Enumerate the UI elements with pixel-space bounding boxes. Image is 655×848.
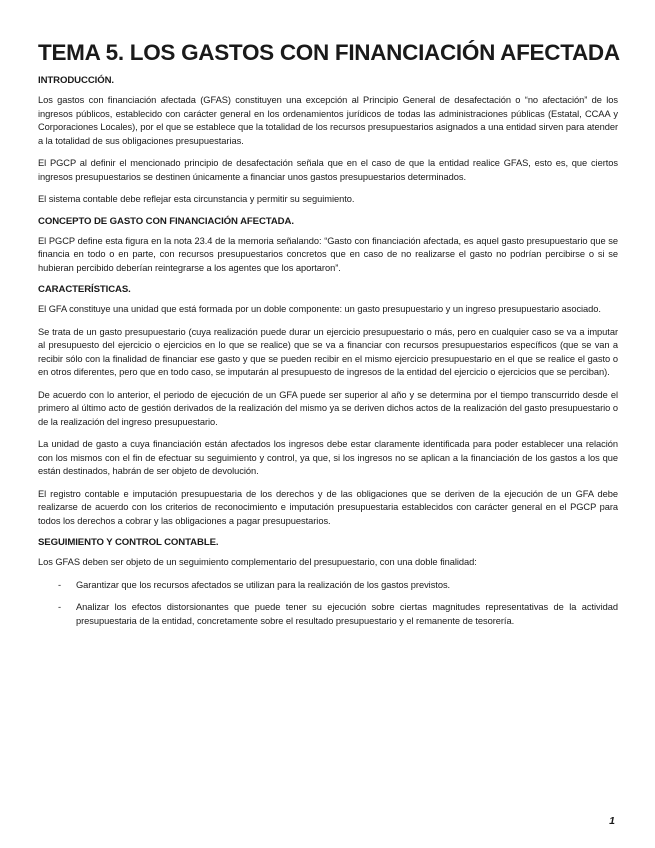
heading-caracteristicas: CARACTERÍSTICAS.	[38, 284, 131, 295]
list-item-text: Analizar los efectos distorsionantes que puede tener su ejecución sobre ciertas magnitudes representativas de la actividad presupuestaria de la entidad, concretamente sobre el resultado presupuestario y el remanente de tesorería.	[76, 602, 618, 626]
control-bullet-list	[38, 579, 618, 629]
features-paragraph-4: La unidad de gasto a cuya financiación están afectados los ingresos debe estar claramente identificada para poder establecer una relación con los mismos con el fin de efectuar su seguimiento y control, ya que, si los ingresos no se aplican a la financiación de los gastos a los que están destinados, habrán de ser objeto de devolución.	[38, 439, 618, 476]
page-number: 1	[609, 815, 615, 827]
concept-paragraph-1: El PGCP define esta figura en la nota 23.4 de la memoria señalando: “Gasto con financiación afectada, es aquel gasto presupuestario que se financia en todo o en parte, con recursos presupuestarios concretos que en caso de no realizarse el gasto no podrían percibirse o si se hubieran percibido deberían reintegrarse a los agentes que los aportaron”.	[38, 235, 618, 273]
document-page	[38, 40, 618, 637]
control-paragraph-1: Los GFAS deben ser objeto de un seguimiento complementario del presupuestario, con una doble finalidad:	[38, 557, 477, 567]
features-paragraph-2: Se trata de un gasto presupuestario (cuya realización puede durar un ejercicio presupuestario o más, pero en cualquier caso se va a imputar al presupuesto del ejercicio o ejercicios en lo que se realice) que se va a financiar con recursos presupuestarios específicos (que se van a recibir sólo con la finalidad de financiar ese gasto y que se pueden recibir en el mismo ejercicio presupuestario en el que se realice el gasto o en otros diferentes, pero que en todo caso, se imputarán al presupuesto de ingresos de la entidad del ejercicio o ejercicios que se perciban).	[38, 326, 618, 377]
heading-concepto: CONCEPTO DE GASTO CON FINANCIACIÓN AFECTADA.	[38, 215, 294, 227]
document-title: TEMA 5. LOS GASTOS CON FINANCIACIÓN AFECTADA	[38, 40, 620, 65]
list-item-text: Garantizar que los recursos afectados se utilizan para la realización de los gastos previstos.	[76, 579, 451, 590]
features-paragraph-5: El registro contable e imputación presupuestaria de los derechos y de las obligaciones que se deriven de la ejecución de un GFA debe realizarse de acuerdo con los criterios de reconocimiento e imputación presupuestaria establecidos con carácter general en el PGCP para todos los derechos a cobrar y las obligaciones a pagar presupuestarios.	[38, 488, 618, 526]
list-item	[38, 579, 618, 593]
heading-introduccion: INTRODUCCIÓN.	[38, 75, 114, 86]
heading-seguimiento: SEGUIMIENTO Y CONTROL CONTABLE.	[38, 537, 219, 548]
bullet-dash: -	[58, 602, 62, 612]
list-item	[38, 601, 618, 628]
intro-paragraph-1: Los gastos con financiación afectada (GFAS) constituyen una excepción al Principio General de desafectación o “no afectación” de los ingresos públicos, establecido con carácter general en los ordenamientos jurídicos de todas las administraciones públicas (Estatal, CCAA y Corporaciones Locales), por el que se establece que la totalidad de los recursos presupuestarios asignados a una entidad sirven para atender a la totalidad de sus obligaciones presupuestarias.	[38, 95, 618, 146]
features-paragraph-1: El GFA constituye una unidad que está formada por un doble componente: un gasto presupuestario y un ingreso presupuestario asociado.	[38, 304, 601, 314]
intro-paragraph-3: El sistema contable debe reflejar esta circunstancia y permitir su seguimiento.	[38, 194, 355, 204]
bullet-dash: -	[58, 579, 62, 590]
features-paragraph-3: De acuerdo con lo anterior, el periodo de ejecución de un GFA puede ser superior al año y se determina por el tiempo transcurrido desde el primero al último acto de gestión derivados de la realización del mismo ya se deriven dichos actos de la realización del gasto presupuestario o de la realización del ingreso presupuestario.	[38, 389, 618, 427]
intro-paragraph-2: El PGCP al definir el mencionado principio de desafectación señala que en el caso de que la entidad realice GFAS, esto es, que ciertos ingresos presupuestarios se destinen únicamente a financiar unos gastos presupuestarios determinados.	[38, 158, 618, 182]
